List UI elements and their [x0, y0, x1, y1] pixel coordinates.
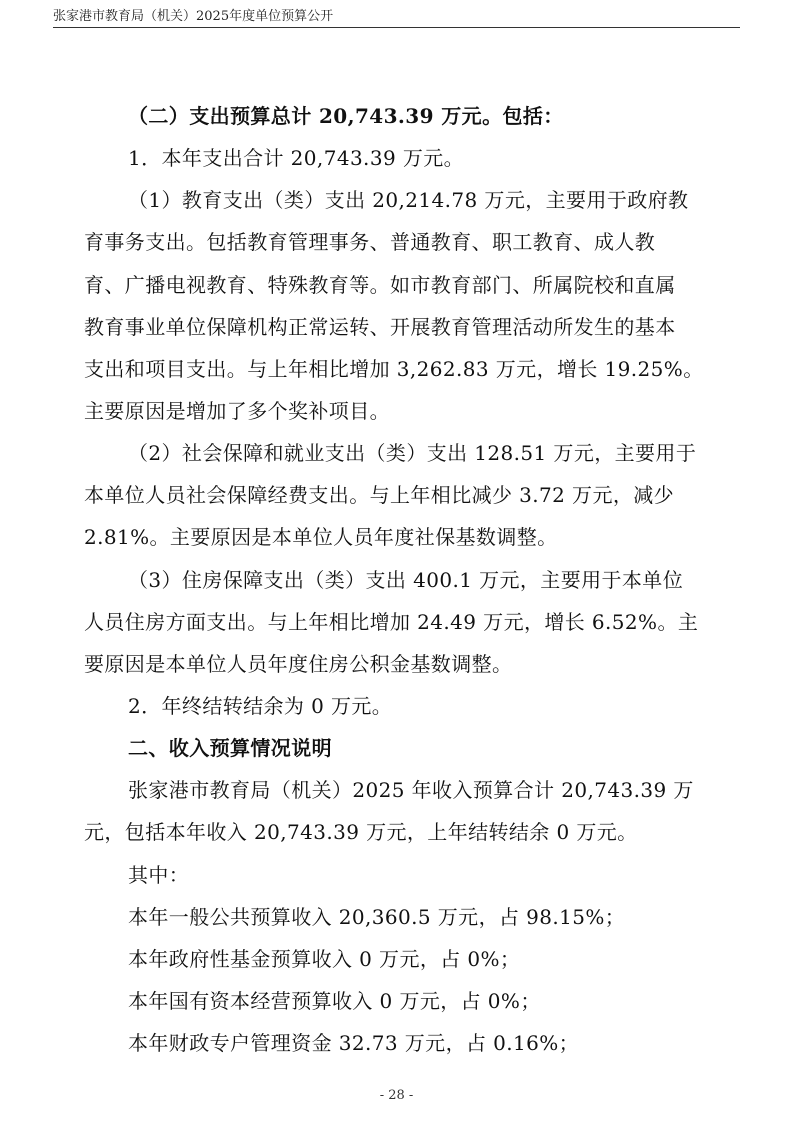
paragraph-line: 育事务支出。包括教育管理事务、普通教育、职工教育、成人教	[84, 230, 656, 254]
paragraph-line: （3）住房保障支出（类）支出 400.1 万元，主要用于本单位	[128, 568, 684, 592]
paragraph-line: 教育事业单位保障机构正常运转、开展教育管理活动所发生的基本	[84, 315, 676, 339]
paragraph-line: 本年政府性基金预算收入 0 万元，占 0%；	[128, 947, 521, 971]
paragraph-line: 本年一般公共预算收入 20,360.5 万元，占 98.15%；	[128, 905, 626, 929]
paragraph-line: 2.81%。主要原因是本单位人员年度社保基数调整。	[84, 525, 558, 549]
paragraph-line: 元，包括本年收入 20,743.39 万元，上年结转结余 0 万元。	[84, 820, 638, 844]
paragraph-line: 育、广播电视教育、特殊教育等。如市教育部门、所属院校和直属	[84, 273, 676, 297]
paragraph-line: 主要原因是增加了多个奖补项目。	[84, 399, 390, 423]
section-heading-expenditure: （二）支出预算总计 20,743.39 万元。包括：	[128, 104, 564, 128]
paragraph-line: 其中：	[128, 863, 190, 887]
paragraph-line: 张家港市教育局（机关）2025 年收入预算合计 20,743.39 万	[128, 778, 694, 802]
page-number: - 28 -	[379, 1088, 414, 1103]
paragraph-line: 人员住房方面支出。与上年相比增加 24.49 万元，增长 6.52%。主	[84, 610, 699, 634]
paragraph-line: 2．年终结转结余为 0 万元。	[128, 694, 393, 718]
paragraph-line: 1．本年支出合计 20,743.39 万元。	[128, 146, 465, 170]
paragraph-line: 支出和项目支出。与上年相比增加 3,262.83 万元，增长 19.25%。	[84, 357, 704, 381]
paragraph-line: （2）社会保障和就业支出（类）支出 128.51 万元，主要用于	[128, 441, 697, 465]
paragraph-line: 本单位人员社会保障经费支出。与上年相比减少 3.72 万元，减少	[84, 483, 675, 507]
paragraph-line: 要原因是本单位人员年度住房公积金基数调整。	[84, 652, 513, 676]
paragraph-line: 本年国有资本经营预算收入 0 万元，占 0%；	[128, 989, 541, 1013]
document-header: 张家港市教育局（机关）2025年度单位预算公开	[53, 9, 334, 24]
header-rule	[53, 27, 740, 28]
paragraph-line: （1）教育支出（类）支出 20,214.78 万元，主要用于政府教	[128, 188, 689, 212]
section-heading-income: 二、收入预算情况说明	[128, 736, 332, 760]
paragraph-line: 本年财政专户管理资金 32.73 万元，占 0.16%；	[128, 1031, 580, 1055]
